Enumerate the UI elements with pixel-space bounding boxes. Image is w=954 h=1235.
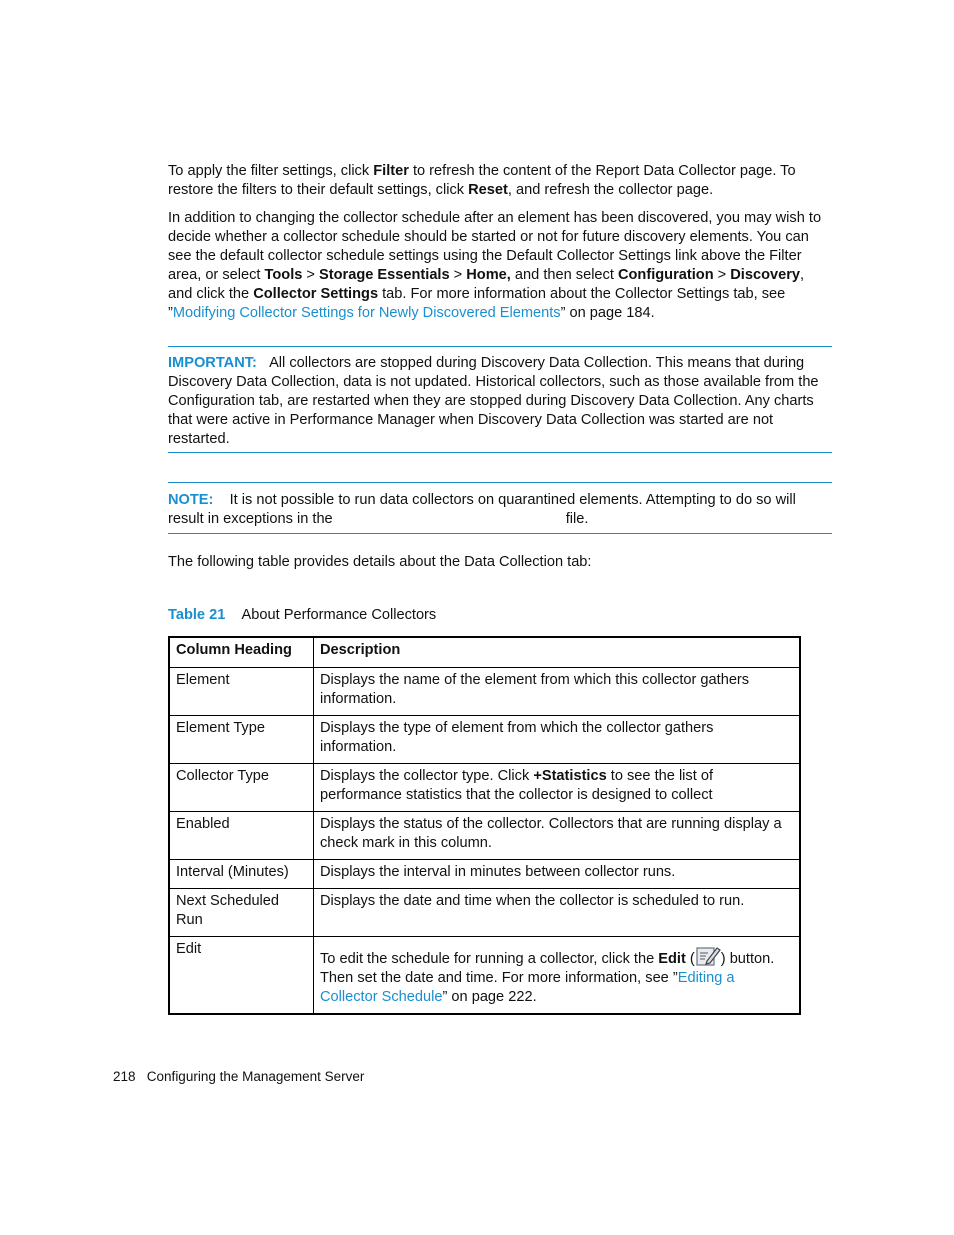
table-row (169, 811, 800, 859)
row-description: Displays the status of the collector. Collectors that are running display a check mark in this column. (314, 811, 801, 859)
note-block (168, 491, 832, 529)
text: ” on page 222. (442, 988, 537, 1005)
tools-term: Tools (264, 267, 303, 283)
editing-collector-schedule-link[interactable]: Editing a Collector Schedule (320, 969, 735, 1005)
table-row (169, 888, 800, 936)
page-number: 218 (113, 1069, 136, 1084)
configuration-term: Configuration (617, 267, 714, 283)
note-text-end: file. (565, 511, 589, 527)
important-text: All collectors are stopped during Discovery Data Collection. This means that during Discovery Data Collection, data is not updated. Historical collectors, such as those available from the Configuration tab, are restarted when they are stopped during Discovery Data Collection. Any charts that were active in Performance Manager when Discovery Data Collection was started are not restarted. (168, 355, 819, 447)
edit-term: Edit (658, 950, 686, 967)
filter-paragraph (168, 162, 832, 200)
text: > (713, 267, 731, 283)
table-row (169, 763, 800, 811)
reset-term: Reset (468, 182, 508, 198)
filter-term: Filter (373, 163, 409, 179)
column-heading-header: Column Heading (169, 637, 314, 667)
note-label: NOTE: (168, 492, 214, 508)
row-heading: Edit (169, 936, 314, 1014)
text: Displays the collector type. Click (320, 767, 534, 784)
discovery-term: Discovery (730, 267, 801, 283)
storage-essentials-term: Storage Essentials (319, 267, 450, 283)
important-top-rule (168, 346, 832, 347)
important-block (168, 354, 832, 449)
row-heading: Enabled (169, 811, 314, 859)
table-header-row (169, 637, 800, 667)
important-label: IMPORTANT: (168, 355, 257, 371)
text: To edit the schedule for running a collector, click the (320, 950, 659, 967)
text: ( (685, 950, 695, 967)
text: to see the list of performance statistics that the collector is designed to collect (320, 767, 714, 803)
note-bottom-rule (168, 533, 832, 534)
edit-icon (695, 945, 721, 967)
table-row (169, 936, 800, 1014)
row-description (314, 763, 801, 811)
text: > (449, 267, 467, 283)
table-caption (168, 606, 832, 625)
body-text (168, 162, 832, 200)
text: ) button. Then set the date and time. For more information, see ” (320, 950, 775, 986)
row-description: Displays the name of the element from which this collector gathers information. (314, 667, 801, 715)
text: tab. For more information about the Collector Settings tab, see ” (168, 286, 786, 321)
row-heading: Interval (Minutes) (169, 859, 314, 888)
table-intro-text: The following table provides details about the Data Collection tab: (168, 554, 592, 570)
text: In addition to changing the collector schedule after an element has been discovered, you may wish to decide whether a collector schedule should be started or not for future discovery elements. You can see the default collector schedule settings using the Default Collector Settings link above the Filter area, or select (168, 210, 822, 283)
table-row (169, 667, 800, 715)
page-footer (113, 1067, 364, 1086)
statistics-term: +Statistics (533, 767, 607, 784)
important-bottom-rule (168, 452, 832, 453)
important-paragraph (168, 354, 832, 449)
modifying-collector-settings-link[interactable]: Modifying Collector Settings for Newly Discovered Elements (172, 305, 561, 321)
text: , and click the (168, 267, 805, 302)
performance-collectors-table (168, 636, 801, 1015)
collector-schedule-paragraph (168, 209, 832, 323)
description-header: Description (314, 637, 801, 667)
collector-settings-term: Collector Settings (253, 286, 379, 302)
text: , and refresh the collector page. (507, 182, 714, 198)
note-text: It is not possible to run data collectors on quarantined elements. Attempting to do so will result in exceptions in the (168, 492, 796, 527)
row-description (314, 936, 801, 1014)
text: > (302, 267, 320, 283)
row-heading: Element Type (169, 715, 314, 763)
text: and then select (510, 267, 618, 283)
collector-schedule-block (168, 209, 832, 323)
table-row (169, 859, 800, 888)
table-row (169, 715, 800, 763)
row-heading: Collector Type (169, 763, 314, 811)
table-caption-label: Table 21 (168, 607, 226, 623)
text: To apply the filter settings, click (168, 163, 374, 179)
row-description: Displays the date and time when the collector is scheduled to run. (314, 888, 801, 936)
chapter-title: Configuring the Management Server (146, 1069, 365, 1084)
row-description: Displays the type of element from which the collector gathers information. (314, 715, 801, 763)
text: to refresh the content of the Report Data Collector page. To restore the filters to their default settings, click (168, 163, 796, 198)
home-term: Home, (466, 267, 511, 283)
row-heading: Element (169, 667, 314, 715)
text: ” on page 184. (560, 305, 655, 321)
note-paragraph (168, 491, 832, 529)
note-top-rule (168, 482, 832, 483)
row-description: Displays the interval in minutes between collector runs. (314, 859, 801, 888)
table-caption-title: About Performance Collectors (241, 607, 437, 623)
table-intro (168, 553, 832, 572)
row-heading: Next Scheduled Run (169, 888, 314, 936)
